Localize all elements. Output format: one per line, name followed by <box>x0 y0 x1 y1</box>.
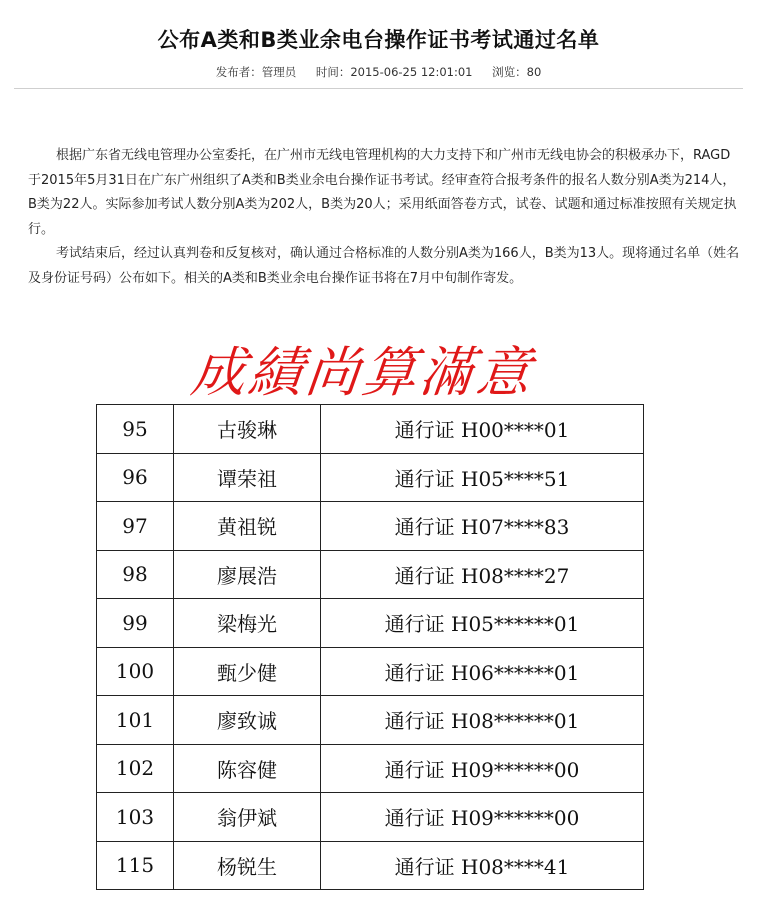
header-divider <box>14 88 743 89</box>
paragraph-2: 考试结束后，经过认真判卷和反复核对，确认通过合格标准的人数分别A类为166人，B类为13人。现将通过名单（姓名及身份证号码）公布如下。相关的A类和B类业余电台操作证书将在7月中旬制作寄发。 <box>28 246 740 286</box>
row-id: 通行证 H05****51 <box>321 453 644 502</box>
row-number: 101 <box>97 696 174 745</box>
row-name: 杨锐生 <box>174 841 321 890</box>
table-row <box>97 841 644 890</box>
table-row <box>97 793 644 842</box>
row-id: 通行证 H00****01 <box>321 405 644 454</box>
row-number: 99 <box>97 599 174 648</box>
row-number: 102 <box>97 744 174 793</box>
table-row <box>97 453 644 502</box>
row-name: 梁梅光 <box>174 599 321 648</box>
row-id: 通行证 H05******01 <box>321 599 644 648</box>
table-row <box>97 599 644 648</box>
row-id: 通行证 H09******00 <box>321 744 644 793</box>
table-row <box>97 502 644 551</box>
row-name: 谭荣祖 <box>174 453 321 502</box>
table-row <box>97 696 644 745</box>
row-name: 古骏琳 <box>174 405 321 454</box>
table-row <box>97 647 644 696</box>
views-label: 浏览：80 <box>492 65 542 79</box>
row-name: 陈容健 <box>174 744 321 793</box>
row-id: 通行证 H08****41 <box>321 841 644 890</box>
pass-list-table <box>96 404 644 890</box>
row-number: 115 <box>97 841 174 890</box>
handwritten-stamp: 成績尚算滿意 <box>188 341 537 404</box>
publisher-label: 发布者：管理员 <box>215 65 297 79</box>
row-number: 100 <box>97 647 174 696</box>
table-row <box>97 405 644 454</box>
row-id: 通行证 H08******01 <box>321 696 644 745</box>
row-id: 通行证 H06******01 <box>321 647 644 696</box>
row-number: 96 <box>97 453 174 502</box>
row-id: 通行证 H07****83 <box>321 502 644 551</box>
row-id: 通行证 H09******00 <box>321 793 644 842</box>
row-number: 103 <box>97 793 174 842</box>
row-id: 通行证 H08****27 <box>321 550 644 599</box>
paragraph-1: 根据广东省无线电管理办公室委托，在广州市无线电管理机构的大力支持下和广州市无线电协会的积极承办下，RAGD于2015年5月31日在广东广州组织了A类和B类业余电台操作证书考试。经审查符合报考条件的报名人数分别A类为214人，B类为22人。实际参加考试人数分别A类为202人，B类为20人；采用纸面答卷方式，试卷、试题和通过标准按照有关规定执行。 <box>28 148 737 237</box>
row-name: 黄祖锐 <box>174 502 321 551</box>
article-body <box>28 144 740 291</box>
table-row <box>97 550 644 599</box>
row-name: 翁伊斌 <box>174 793 321 842</box>
table-row <box>97 744 644 793</box>
row-name: 廖致诚 <box>174 696 321 745</box>
row-number: 97 <box>97 502 174 551</box>
row-number: 95 <box>97 405 174 454</box>
row-name: 廖展浩 <box>174 550 321 599</box>
page-title: 公布A类和B类业余电台操作证书考试通过名单 <box>157 28 600 52</box>
row-name: 甄少健 <box>174 647 321 696</box>
article-meta <box>0 64 757 80</box>
time-label: 时间：2015-06-25 12:01:01 <box>315 65 473 79</box>
row-number: 98 <box>97 550 174 599</box>
